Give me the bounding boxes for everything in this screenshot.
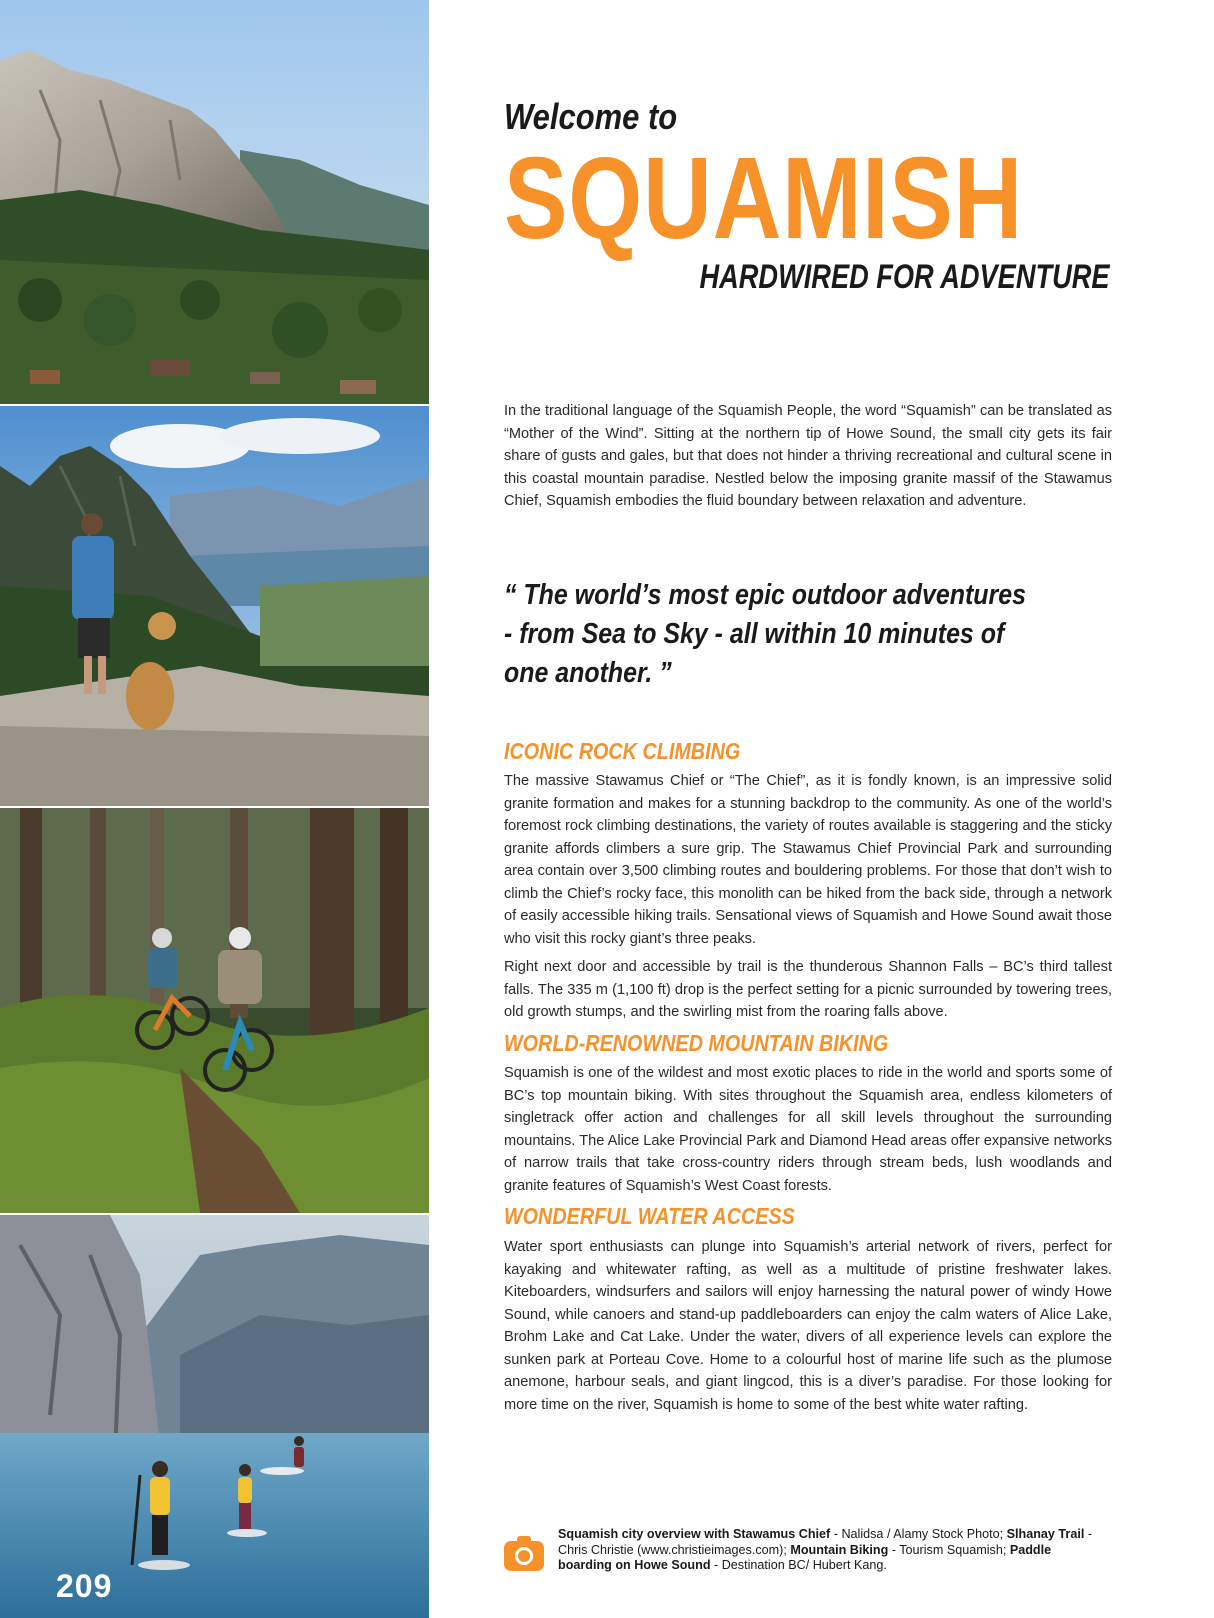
quote-line: “ The world’s most epic outdoor adventures (504, 579, 1026, 611)
climbing-paragraph-2: Right next door and accessible by trail is the thunderous Shannon Falls – BC’s third tallest falls. The 335 m (1,100 ft) drop is the perfect setting for a picnic surrounded by towering trees, old growth stumps, and the swirling mist from the roaring falls above. (504, 959, 1112, 1020)
photo-column (0, 0, 429, 1618)
biking-paragraph: Squamish is one of the wildest and most exotic places to ride in the world and sports some of BC’s top mountain biking. With sites throughout the Squamish area, endless kilometers of singletrack offer action and challenges for all skill levels throughout the surrounding mountains. The Alice Lake Provincial Park and Diamond Head areas offer expansive networks of narrow trails that take cross-country riders through stream beds, lush woodlands and granite features of Squamish’s West Coast forests. (504, 1065, 1112, 1194)
credit-title: Squamish city overview with Stawamus Chief (558, 1527, 831, 1541)
credit-source: - Chris Christie (www.christieimages.com); (558, 1527, 1093, 1557)
quote-line: one another. ” (504, 657, 672, 689)
credit-title: Paddle boarding on Howe Sound (558, 1542, 1052, 1572)
credit-text (558, 1527, 1098, 1574)
page-title: SQUAMISH (504, 133, 1024, 263)
section-heading-climbing: ICONIC ROCK CLIMBING (504, 738, 741, 764)
credit-source: - Tourism Squamish; (888, 1542, 1010, 1557)
photo-city-overview (0, 0, 429, 404)
climbing-paragraph-1: The massive Stawamus Chief or “The Chief”, as it is fondly known, is an impressive solid granite formation and makes for a stunning backdrop to the community. As one of the world’s foremost rock climbing destinations, the variety of routes available is staggering and the sticky granite affords climbers a sure grip. The Stawamus Chief Provincial Park and surrounding area contain over 3,500 climbing routes and bouldering problems. For those that don’t wish to climb the Chief’s rocky face, this monolith can be hiked from the back side, through a network of easily accessible hiking trails. Sensational views of Squamish and Howe Sound await those who visit this rocky giant’s three peaks. (504, 773, 1112, 947)
credit-title: Slhanay Trail (1006, 1527, 1085, 1541)
credit-source: - Destination BC/ Hubert Kang. (710, 1558, 887, 1572)
camera-icon (504, 1535, 544, 1571)
photo-paddle-boarding (0, 1215, 429, 1618)
photo-slhanay-trail (0, 406, 429, 806)
credit-source: - Nalidsa / Alamy Stock Photo; (830, 1527, 1007, 1541)
intro-paragraph: In the traditional language of the Squamish People, the word “Squamish” can be translated as “Mother of the Wind”. Sitting at the northern tip of Howe Sound, the small city gets its fair share of gusts and gales, but that does not hinder a thriving recreational and cultural scene in this coastal mountain paradise. Nestled below the imposing granite massif of the Stawamus Chief, Squamish embodies the fluid boundary between relaxation and adventure. (504, 403, 1112, 509)
credit-title: Mountain Biking (790, 1542, 889, 1557)
pull-quote (504, 576, 1104, 693)
page-subtitle: HARDWIRED FOR ADVENTURE (699, 258, 1110, 296)
section-heading-water: WONDERFUL WATER ACCESS (504, 1203, 795, 1229)
photo-mountain-biking (0, 808, 429, 1213)
quote-line: - from Sea to Sky - all within 10 minutes of (504, 618, 1005, 650)
welcome-heading: Welcome to (504, 96, 678, 137)
page-number: 209 (56, 1568, 113, 1604)
section-heading-biking: WORLD-RENOWNED MOUNTAIN BIKING (504, 1030, 889, 1056)
water-paragraph: Water sport enthusiasts can plunge into Squamish’s arterial network of rivers, perfect for kayaking and whitewater rafting, as well as a multitude of pristine freshwater lakes. Kiteboarders, windsurfers and sailors will enjoy harnessing the natural power of windy Howe Sound, while canoers and stand-up paddleboarders can enjoy the calm waters of Alice Lake, Brohm Lake and Cat Lake. Under the water, divers of all experience levels can explore the sunken park at Porteau Cove. Home to a colourful host of marine life such as the plumose anemone, harbour seals, and giant lingcod, this is a diver’s paradise. For those looking for more time on the river, Squamish is home to some of the best white water rafting. (504, 1239, 1112, 1413)
